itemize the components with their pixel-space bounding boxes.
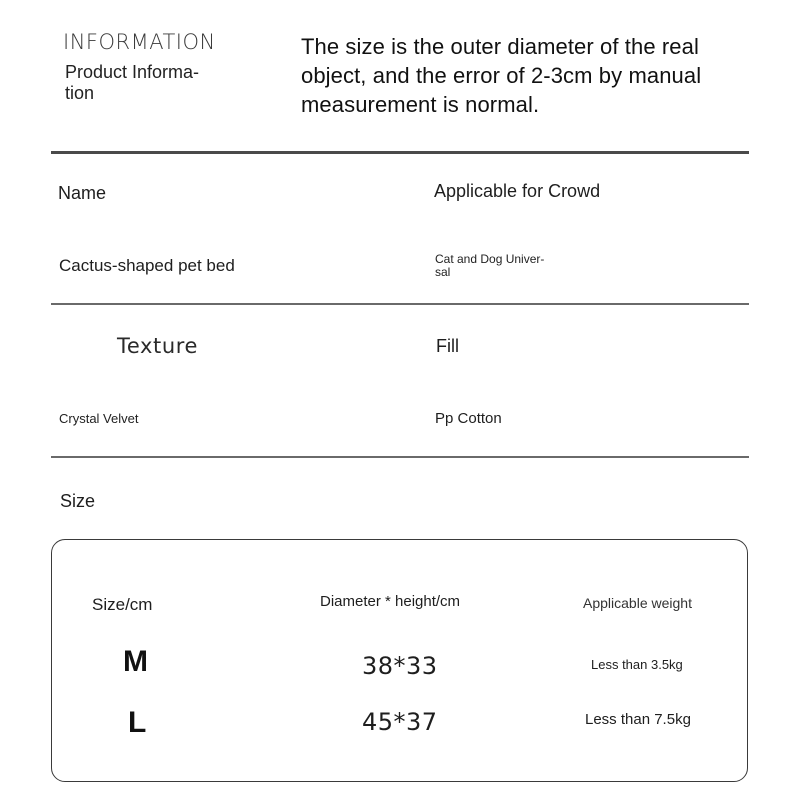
fill-label: Fill [436, 336, 459, 356]
texture-label: Texture [117, 334, 199, 358]
dimensions-column-header: Diameter * height/cm [320, 593, 461, 610]
size-label: Size [60, 491, 96, 511]
fill-value: Pp Cotton [435, 410, 502, 427]
divider-top [51, 151, 749, 154]
size-column-header: Size/cm [92, 595, 153, 614]
weight-m: Less than 3.5kg [591, 657, 683, 672]
dims-l: 45*37 [362, 708, 438, 736]
name-value: Cactus-shaped pet bed [59, 256, 235, 275]
size-l: L [128, 706, 147, 739]
dims-m: 38*33 [362, 652, 438, 680]
subtitle-line-1: Product Informa- [65, 62, 200, 82]
weight-column-header: Applicable weight [583, 595, 692, 611]
size-note-line-3: measurement is normal. [301, 92, 540, 117]
divider-bottom [51, 456, 749, 458]
crowd-value-line-1: Cat and Dog Univer- [435, 252, 545, 266]
size-note-line-2: object, and the error of 2-3cm by manual [301, 63, 702, 88]
crowd-label: Applicable for Crowd [434, 181, 601, 201]
size-m: M [123, 645, 148, 678]
crowd-value [435, 253, 544, 279]
weight-l: Less than 7.5kg [585, 711, 691, 728]
product-information-subtitle [65, 62, 255, 104]
name-label: Name [58, 183, 107, 203]
subtitle-line-2: tion [65, 83, 95, 103]
size-note [301, 32, 761, 119]
size-note-line-1: The size is the outer diameter of the real [301, 34, 699, 59]
size-table [51, 539, 748, 782]
crowd-value-line-2: sal [435, 265, 451, 279]
info-heading: INFORMATION [63, 30, 216, 54]
texture-value: Crystal Velvet [59, 411, 139, 426]
divider-middle [51, 303, 749, 305]
